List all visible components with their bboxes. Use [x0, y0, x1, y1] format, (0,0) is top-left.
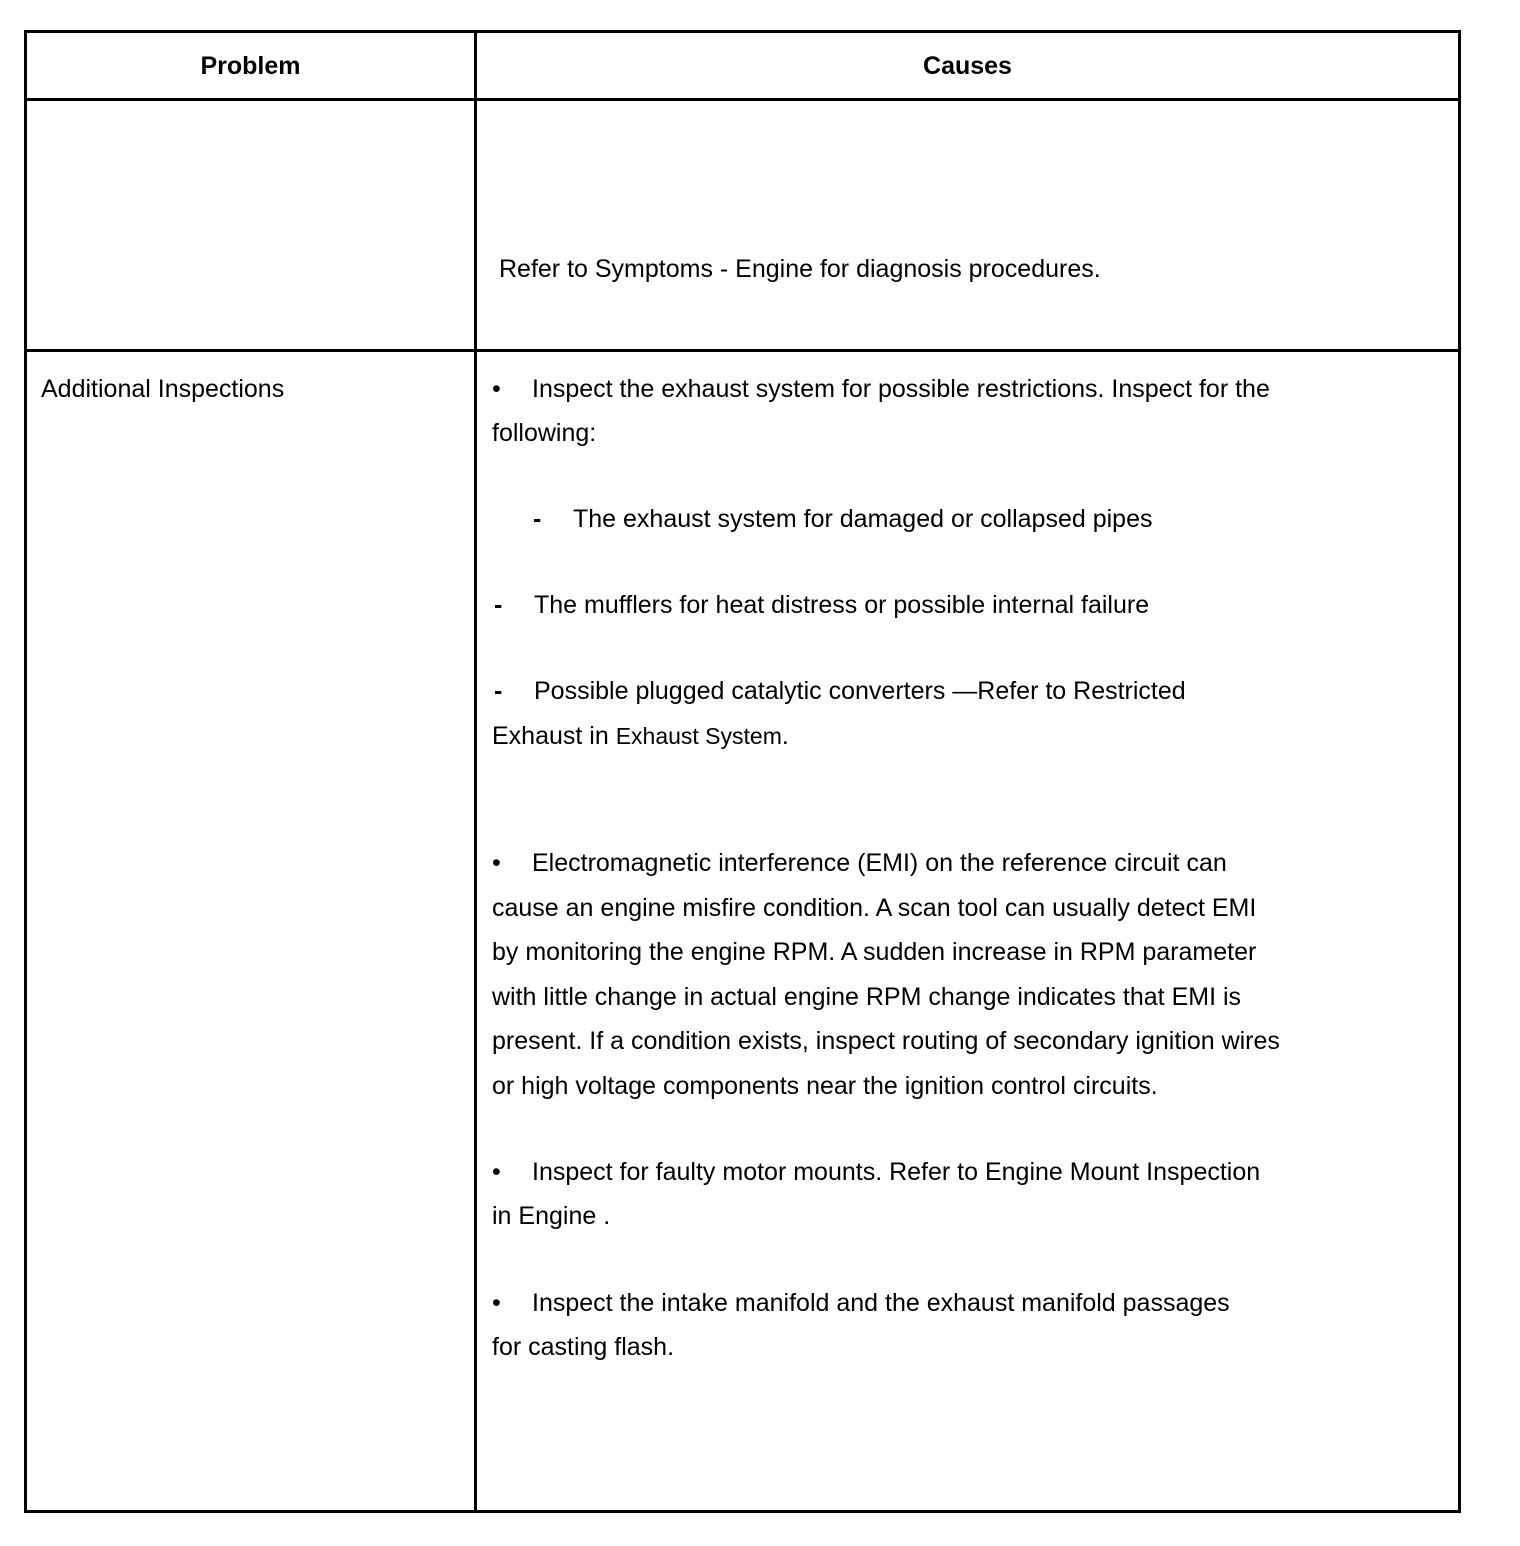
item4-line2: for casting flash. — [492, 1333, 675, 1361]
item3-line2: in Engine . — [492, 1202, 611, 1230]
dash-icon: - — [494, 677, 503, 705]
item3-line1-text: Inspect for faulty motor mounts. Refer to Engine Mount Inspection — [532, 1158, 1261, 1186]
row2-problem-text: Additional Inspections — [41, 375, 285, 403]
sub-item-3-prefix: Exhaust in — [492, 722, 616, 750]
item3-line1 — [492, 1150, 1260, 1195]
item4-line1-text: Inspect the intake manifold and the exhaust manifold passages — [532, 1289, 1230, 1317]
header-divider — [24, 98, 1461, 101]
sub-item-3-text: Possible plugged catalytic converters —Refer to Restricted — [534, 677, 1186, 705]
item1-line1-text: Inspect the exhaust system for possible restrictions. Inspect for the — [532, 375, 1270, 403]
item1-line2: following: — [492, 419, 597, 447]
sub-item-1 — [533, 497, 1152, 542]
header-causes: Causes — [923, 52, 1012, 80]
sub-item-1-text: The exhaust system for damaged or collapsed pipes — [573, 505, 1153, 533]
item4-line1 — [492, 1281, 1230, 1326]
item2-line1 — [492, 841, 1227, 886]
bullet-icon: • — [492, 1158, 501, 1186]
header-problem: Problem — [200, 52, 301, 80]
item2-line6: or high voltage components near the ignition control circuits. — [492, 1072, 1158, 1100]
dash-icon: - — [494, 591, 503, 619]
exhaust-system-reference: Exhaust System — [615, 723, 782, 749]
item2-line5: present. If a condition exists, inspect routing of secondary ignition wires — [492, 1027, 1280, 1055]
sub-item-2-text: The mufflers for heat distress or possible internal failure — [534, 591, 1150, 619]
item2-line1-text: Electromagnetic interference (EMI) on the reference circuit can — [532, 849, 1227, 877]
column-divider — [474, 30, 477, 1513]
sub-item-2 — [494, 583, 1149, 628]
bullet-icon: • — [492, 375, 501, 403]
item2-line3: by monitoring the engine RPM. A sudden increase in RPM parameter — [492, 938, 1257, 966]
sub-item-3-line2 — [492, 714, 789, 759]
bullet-icon: • — [492, 1289, 501, 1317]
dash-icon: - — [533, 505, 542, 533]
bullet-icon: • — [492, 849, 501, 877]
row-divider — [24, 349, 1461, 352]
sub-item-3 — [494, 669, 1186, 714]
item1-line1 — [492, 367, 1270, 412]
item2-line4: with little change in actual engine RPM change indicates that EMI is — [492, 983, 1242, 1011]
sub-item-3-suffix: . — [781, 722, 789, 750]
row1-causes-text: Refer to Symptoms - Engine for diagnosis procedures. — [499, 255, 1101, 283]
item2-line2: cause an engine misfire condition. A scan tool can usually detect EMI — [492, 894, 1257, 922]
